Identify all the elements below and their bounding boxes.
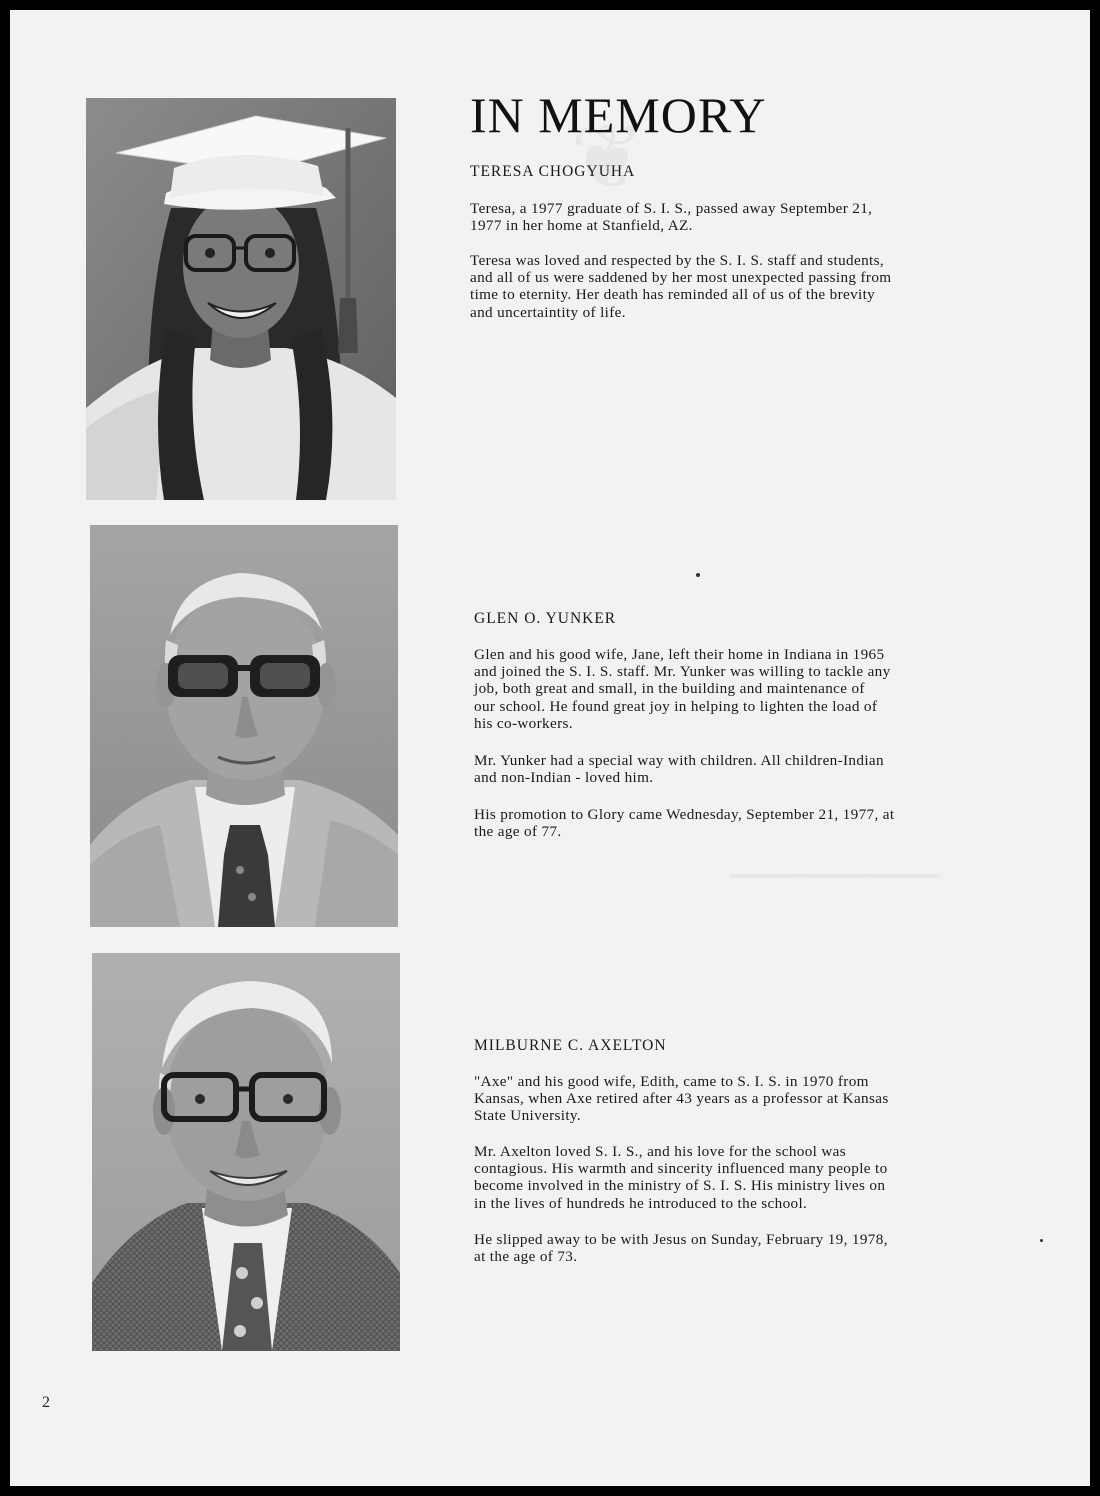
entry-paragraph: "Axe" and his good wife, Edith, came to S. I. S. in 1970 from Kansas, when Axe retired after 43 years as a professor at Kansas State University. bbox=[474, 1073, 889, 1125]
photo-teresa-chogyuha bbox=[86, 98, 396, 500]
bleed-through-ornament bbox=[730, 830, 940, 910]
entry-paragraph: He slipped away to be with Jesus on Sunday, February 19, 1978, at the age of 73. bbox=[474, 1231, 888, 1266]
entry-paragraph: Teresa, a 1977 graduate of S. I. S., passed away September 21, 1977 in her home at Stanfield, AZ. bbox=[470, 200, 873, 235]
entry-name-glen: GLEN O. YUNKER bbox=[474, 610, 617, 627]
print-speck bbox=[696, 573, 700, 577]
entry-name-milburne: MILBURNE C. AXELTON bbox=[474, 1037, 667, 1054]
page-title: IN MEMORY bbox=[470, 87, 767, 143]
print-speck bbox=[1040, 1239, 1043, 1242]
entry-paragraph: Mr. Yunker had a special way with children. All children-Indian and non-Indian - loved him. bbox=[474, 752, 884, 787]
photo-glen-yunker bbox=[90, 525, 398, 927]
photo-milburne-axelton bbox=[92, 953, 400, 1351]
entry-paragraph: Teresa was loved and respected by the S. I. S. staff and students, and all of us were saddened by her most unexpected passing from time to eternity. Her death has reminded all of us of the brevity and uncertaintity of life. bbox=[470, 252, 892, 321]
entry-paragraph: Mr. Axelton loved S. I. S., and his love for the school was contagious. His warmth and sincerity influenced many people to become involved in the ministry of S. I. S. His ministry lives on in the lives of hundreds he introduced to the school. bbox=[474, 1143, 888, 1212]
entry-name-teresa: TERESA CHOGYUHA bbox=[470, 163, 636, 180]
yearbook-page bbox=[10, 10, 1090, 1486]
page-number: 2 bbox=[42, 1394, 50, 1411]
entry-paragraph: His promotion to Glory came Wednesday, September 21, 1977, at the age of 77. bbox=[474, 806, 895, 841]
entry-paragraph: Glen and his good wife, Jane, left their home in Indiana in 1965 and joined the S. I. S. staff. Mr. Yunker was willing to tackle any job, both great and small, in the building and maintenance of our school. He found great joy in helping to lighten the load of his co-workers. bbox=[474, 646, 891, 732]
